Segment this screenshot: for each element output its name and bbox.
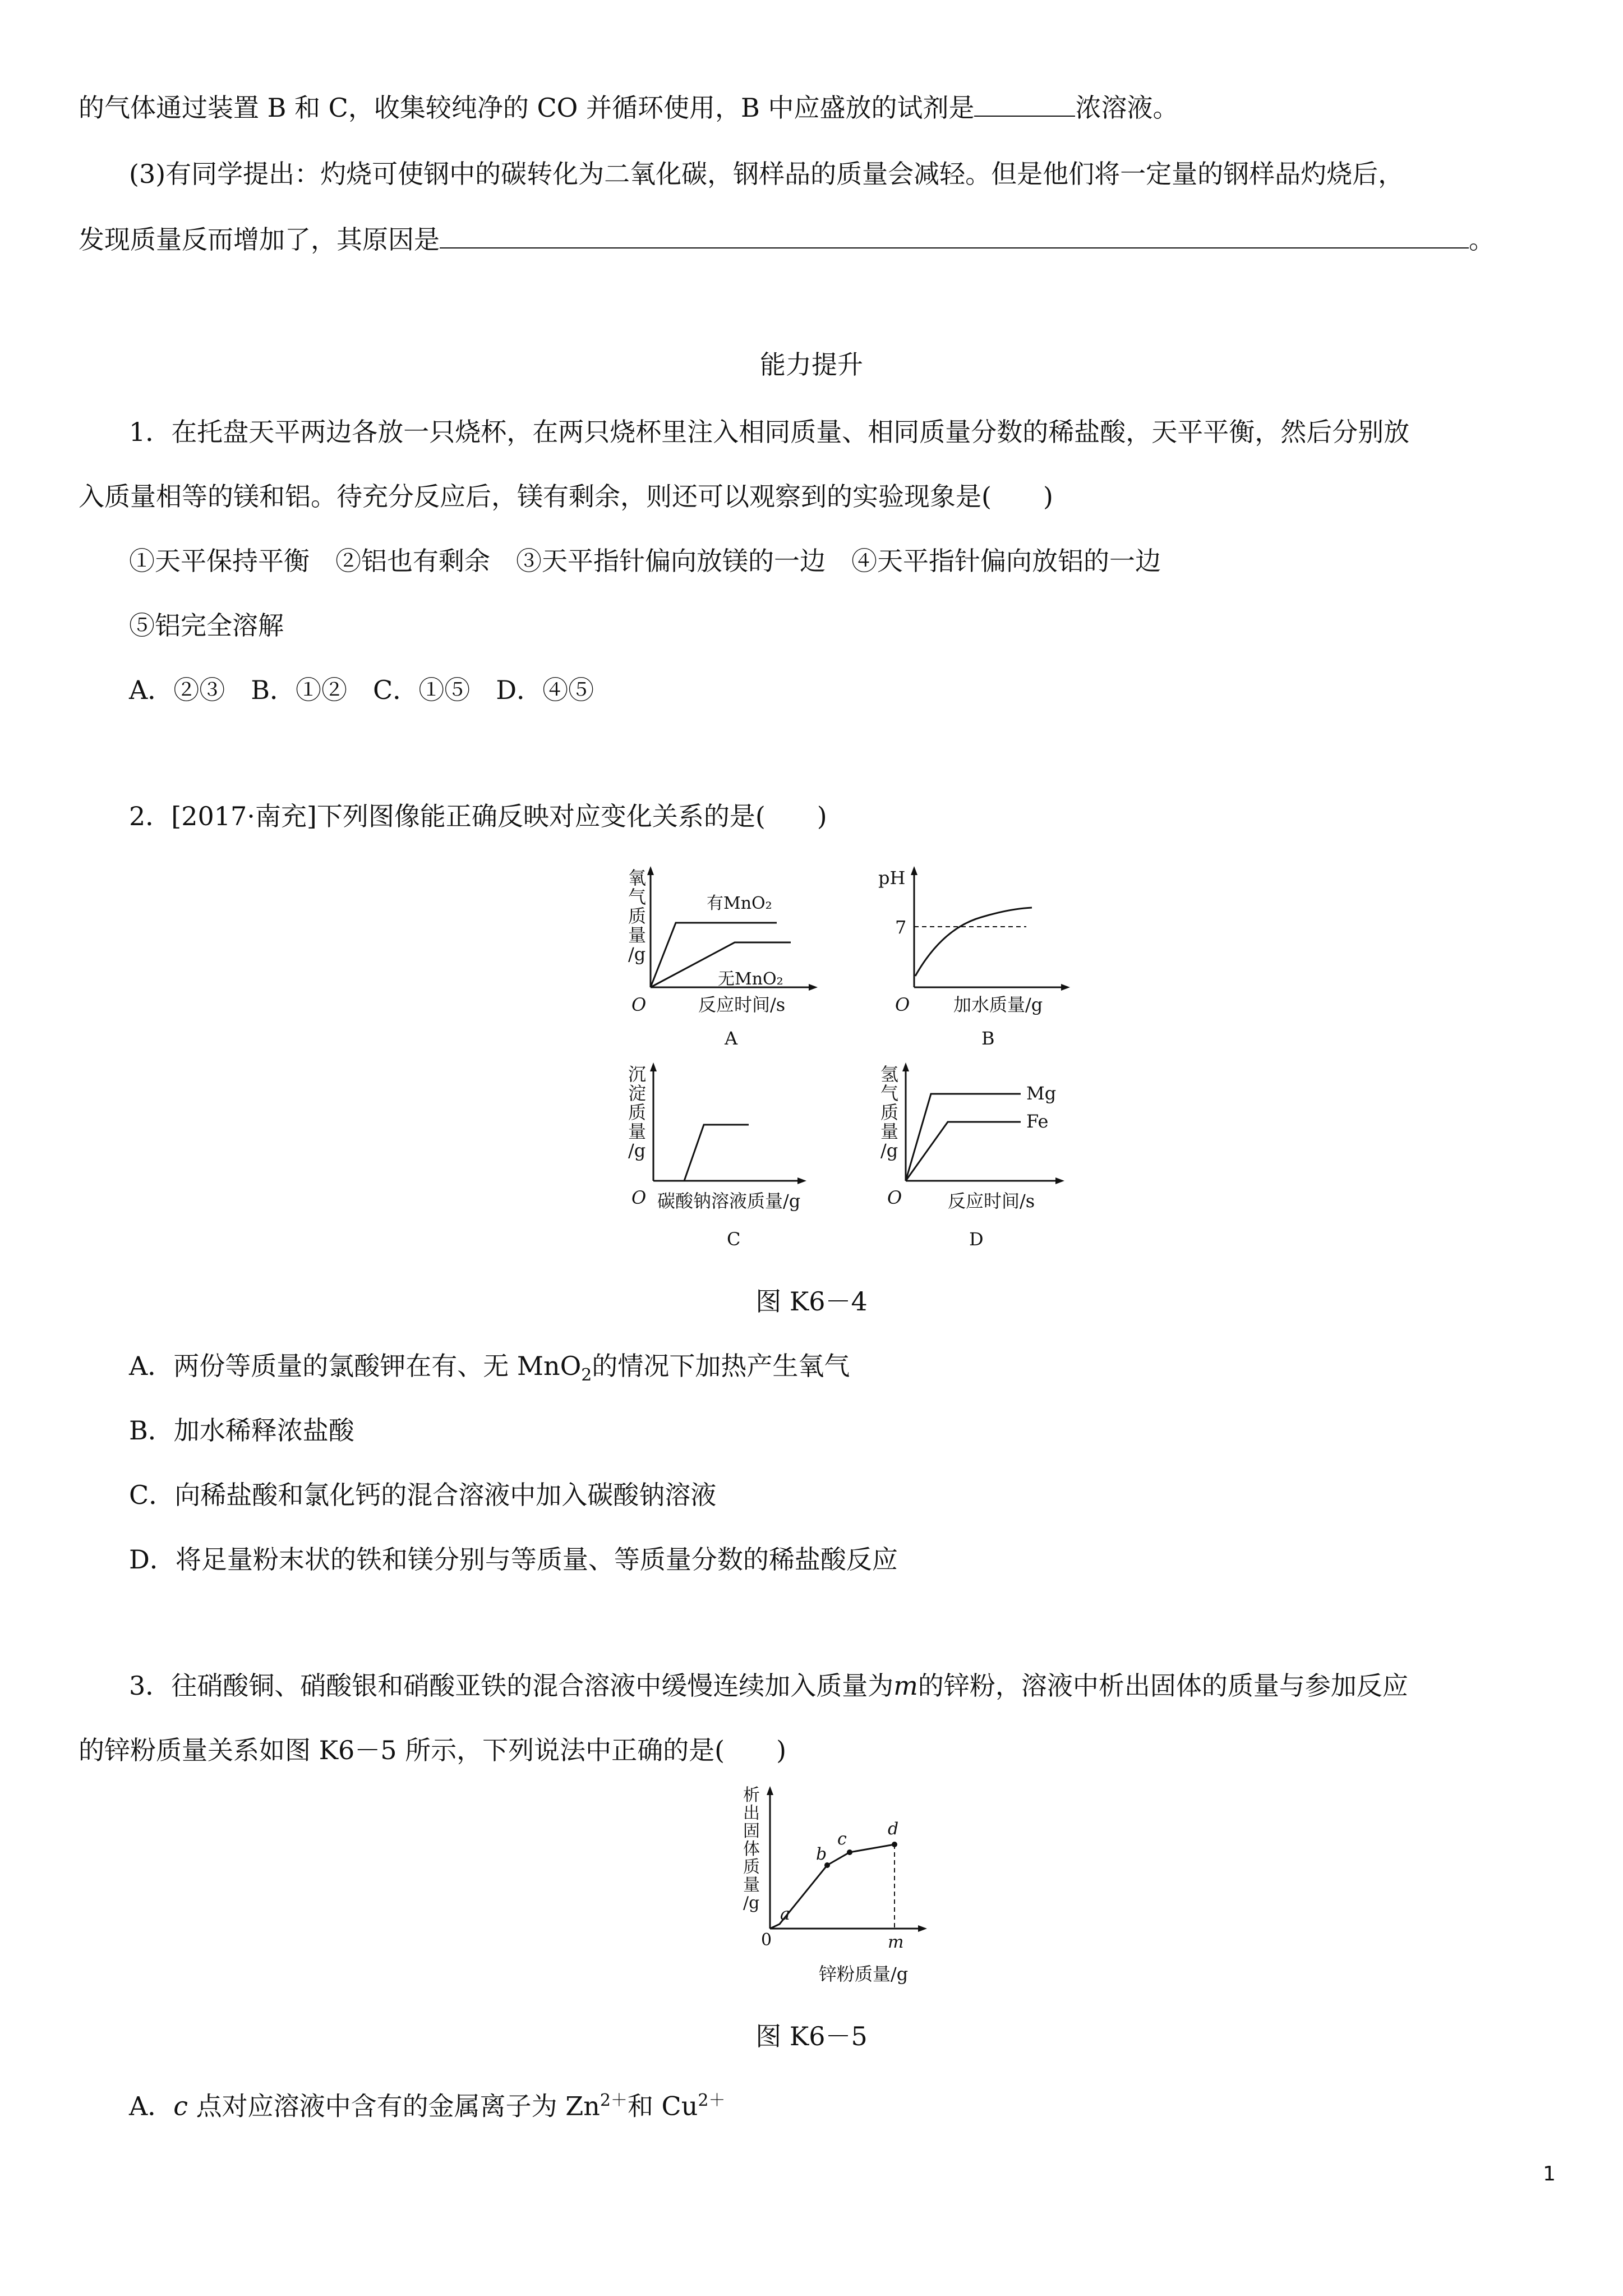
graph-a-xlabel: 反应时间/s — [698, 994, 786, 1015]
top-line-3 — [79, 222, 1495, 256]
graph-d — [875, 1060, 1088, 1251]
q2-figure-caption: 图 K6－4 — [755, 1286, 868, 1317]
graph-c-y-arrow — [650, 1062, 657, 1071]
graph-k6-5-origin: 0 — [761, 1930, 772, 1950]
graph-k6-5-point-c — [847, 1849, 852, 1855]
graph-b — [875, 864, 1088, 1049]
graph-a-ylabel-2: 气 — [628, 886, 647, 908]
graph-k6-5-ylabel-3: 固 — [743, 1821, 760, 1841]
graph-k6-5-x-arrow — [918, 1925, 927, 1932]
q3-option-a-c: c — [173, 2091, 188, 2122]
graph-a-ylabel-4: 量 — [628, 924, 647, 946]
top-line-1-suffix: 浓溶液。 — [1075, 93, 1179, 123]
q3-stem-line-1 — [129, 1669, 1408, 1703]
q2-option-c: C．向稀盐酸和氯化钙的混合溶液中加入碳酸钠溶液 — [129, 1480, 717, 1510]
top-line-1 — [79, 90, 1178, 125]
q3-stem-m: m — [893, 1671, 918, 1701]
graph-a-ylabel-1: 氧 — [628, 867, 647, 889]
graph-c-ylabel-3: 质 — [628, 1102, 647, 1123]
graph-b-ref-value: 7 — [895, 917, 907, 938]
section-title: 能力提升 — [760, 349, 863, 380]
graph-d-ylabel-3: 质 — [880, 1102, 899, 1123]
q3-option-a-sup1: 2＋ — [600, 2091, 628, 2110]
q3-figure-caption: 图 K6－5 — [755, 2021, 868, 2051]
graph-d-series1-label: Mg — [1026, 1083, 1057, 1104]
graph-k6-5-label-b: b — [816, 1844, 827, 1864]
q1-items-line: ①天平保持平衡 ②铝也有剩余 ③天平指针偏向放镁的一边 ④天平指针偏向放铝的一边 — [129, 546, 1161, 576]
graph-d-xlabel: 反应时间/s — [948, 1190, 1035, 1212]
graph-k6-5-ylabel-1: 析 — [743, 1786, 760, 1805]
top-line-3-suffix: 。 — [1469, 224, 1495, 255]
graph-a-x-arrow — [809, 984, 818, 991]
q3-option-a-prefix: A． — [129, 2091, 174, 2122]
q2-stem: 2．[2017·南充]下列图像能正确反映对应变化关系的是( ) — [129, 801, 827, 831]
graph-a — [628, 864, 841, 1049]
q3-option-a-and: 和 Cu — [627, 2091, 698, 2122]
top-line-1-prefix: 的气体通过装置 B 和 C，收集较纯净的 CO 并循环使用，B 中应盛放的试剂是 — [79, 93, 975, 123]
q2-option-a-suffix: 的情况下加热产生氧气 — [592, 1351, 850, 1381]
q1-stem-line-1: 1．在托盘天平两边各放一只烧杯，在两只烧杯里注入相同质量、相同质量分数的稀盐酸，天平平衡，然后分别放 — [129, 417, 1410, 447]
graph-k6-5-ylabel-6: 量 — [743, 1875, 760, 1895]
graph-c-caption: C — [727, 1228, 741, 1250]
graph-c-xlabel: 碳酸钠溶液质量/g — [657, 1190, 801, 1212]
q3-stem-suffix: 的锌粉，溶液中析出固体的质量与参加反应 — [917, 1671, 1408, 1701]
graph-d-ylabel-5: /g — [880, 1140, 898, 1161]
q2-option-b: B．加水稀释浓盐酸 — [129, 1415, 354, 1446]
graph-d-y-arrow — [902, 1062, 909, 1071]
graph-k6-5-y-arrow — [767, 1786, 773, 1795]
graph-c-x-arrow — [797, 1177, 806, 1184]
q3-stem-line-2: 的锌粉质量关系如图 K6－5 所示，下列说法中正确的是( ) — [79, 1735, 787, 1765]
graph-k6-5-ylabel-5: 质 — [743, 1857, 760, 1877]
graph-c-origin: O — [631, 1187, 647, 1208]
graph-a-upper-label: 有MnO₂ — [707, 894, 772, 913]
graph-d-ylabel-1: 氢 — [880, 1064, 899, 1085]
graph-k6-5-xlabel: 锌粉质量/g — [819, 1963, 909, 1985]
q3-option-a-sup2: 2＋ — [698, 2091, 726, 2110]
graph-b-y-arrow — [911, 866, 917, 875]
graph-d-series2-label: Fe — [1026, 1111, 1049, 1132]
graph-b-origin: O — [895, 994, 910, 1015]
q1-options: A．②③ B．①② C．①⑤ D．④⑤ — [129, 675, 594, 705]
graph-d-curve-mg — [906, 1094, 1021, 1181]
graph-k6-5-ylabel-7: /g — [743, 1893, 760, 1913]
graph-c-curve — [653, 1125, 749, 1181]
graph-d-caption: D — [969, 1228, 984, 1250]
q2-option-a-subscript: 2 — [581, 1365, 592, 1386]
graph-d-origin: O — [887, 1187, 902, 1208]
graph-a-caption: A — [725, 1028, 738, 1049]
answer-blank[interactable] — [974, 90, 1075, 117]
graph-c-ylabel-4: 量 — [628, 1121, 647, 1142]
graph-d-ylabel-2: 气 — [880, 1083, 899, 1104]
graph-c-ylabel-5: /g — [628, 1140, 646, 1161]
q1-items-line-2: ⑤铝完全溶解 — [129, 610, 284, 641]
q2-option-a-prefix: A．两份等质量的氯酸钾在有、无 MnO — [129, 1351, 582, 1381]
graph-b-curve — [915, 908, 1032, 976]
q1-stem-line-2: 入质量相等的镁和铝。待充分反应后，镁有剩余，则还可以观察到的实验现象是( ) — [79, 481, 1053, 512]
graph-b-x-arrow — [1061, 984, 1070, 991]
top-line-3-prefix: 发现质量反而增加了，其原因是 — [79, 224, 440, 255]
graph-b-xlabel: 加水质量/g — [953, 994, 1043, 1015]
page-number: 1 — [1543, 2162, 1556, 2185]
q3-stem-prefix: 3．往硝酸铜、硝酸银和硝酸亚铁的混合溶液中缓慢连续加入质量为 — [129, 1671, 894, 1701]
graph-k6-5-ylabel-2: 出 — [743, 1803, 760, 1823]
graph-d-curve-fe — [906, 1122, 1021, 1181]
graph-k6-5-label-a: a — [780, 1904, 790, 1924]
q3-option-a-mid: 点对应溶液中含有的金属离子为 Zn — [188, 2091, 600, 2122]
graph-d-ylabel-4: 量 — [880, 1121, 899, 1142]
graph-k6-5-ylabel-4: 体 — [743, 1839, 760, 1859]
q2-option-d: D．将足量粉末状的铁和镁分别与等质量、等质量分数的稀盐酸反应 — [129, 1544, 898, 1575]
graph-d-x-arrow — [1055, 1177, 1064, 1184]
graph-a-ylabel-3: 质 — [628, 905, 647, 927]
top-line-2: (3)有同学提出：灼烧可使钢中的碳转化为二氧化碳，钢样品的质量会减轻。但是他们将一定量的钢样品灼烧后， — [129, 159, 1404, 189]
graph-c — [628, 1060, 864, 1251]
graph-k6-5-label-c: c — [837, 1829, 847, 1849]
answer-blank[interactable] — [440, 222, 1469, 249]
graph-b-ylabel: pH — [878, 867, 906, 889]
q3-option-a — [129, 2084, 725, 2123]
graph-c-ylabel-1: 沉 — [628, 1064, 647, 1085]
graph-k6-5-x-mark: m — [888, 1932, 904, 1952]
graph-a-y-arrow — [647, 866, 654, 875]
graph-c-ylabel-2: 淀 — [628, 1083, 647, 1104]
q2-option-a — [129, 1349, 850, 1392]
graph-k6-5-label-d: d — [888, 1819, 899, 1839]
graph-k6-5 — [743, 1784, 967, 2003]
graph-b-caption: B — [981, 1028, 995, 1049]
graph-a-origin: O — [631, 994, 647, 1015]
graph-k6-5-point-d — [892, 1842, 897, 1847]
graph-a-lower-label: 无MnO₂ — [718, 969, 783, 989]
graph-a-ylabel-5: /g — [628, 944, 646, 965]
